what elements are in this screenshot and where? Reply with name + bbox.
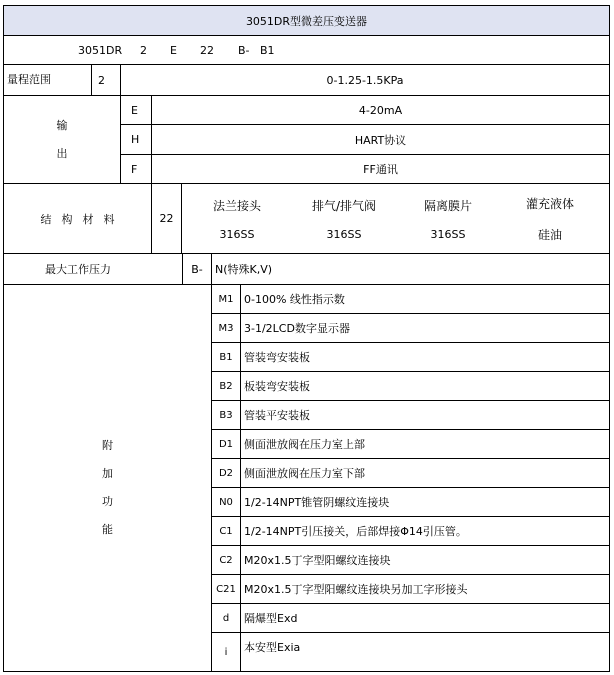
material-code: 22 (151, 183, 182, 254)
material-value: 硅油 (537, 227, 562, 242)
output-code: E (120, 95, 152, 125)
material-header: 隔离膜片 (423, 198, 472, 213)
option-value: 0-100% 线性指示数 (240, 284, 610, 314)
material-value: 316SS (430, 227, 466, 241)
option-value: 1/2-14NPT锥管阴螺纹连接块 (240, 487, 610, 517)
option-value: 管装平安装板 (240, 400, 610, 430)
max-pressure-label: 最大工作压力 (3, 253, 183, 285)
material-column (500, 184, 600, 253)
output-value: HART协议 (151, 124, 610, 155)
model-code-part: 2 (140, 43, 147, 57)
option-value: 隔爆型Exd (240, 603, 610, 633)
option-code: N0 (211, 487, 241, 517)
range-label: 量程范围 (3, 64, 92, 96)
option-code: M3 (211, 313, 241, 343)
option-value: 本安型Exia (240, 632, 610, 672)
options-label-char: 加 (102, 467, 113, 480)
material-column (182, 184, 292, 253)
output-value: FF通讯 (151, 154, 610, 184)
material-column (292, 184, 396, 253)
option-value: 侧面泄放阀在压力室上部 (240, 429, 610, 459)
option-code: i (211, 632, 241, 672)
range-value: 0-1.25-1.5KPa (120, 64, 610, 96)
option-code: D1 (211, 429, 241, 459)
option-value: 侧面泄放阀在压力室下部 (240, 458, 610, 488)
option-value: 板装弯安装板 (240, 371, 610, 401)
material-header: 排气/排气阀 (311, 198, 377, 213)
option-code: B3 (211, 400, 241, 430)
option-value: 3-1/2LCD数字显示器 (240, 313, 610, 343)
option-value: 1/2-14NPT引压接关，后部焊接Φ14引压管。 (240, 516, 610, 546)
options-label-char: 能 (102, 523, 113, 536)
option-code: C1 (211, 516, 241, 546)
option-code: D2 (211, 458, 241, 488)
option-code: B2 (211, 371, 241, 401)
model-code-part: E (170, 43, 177, 57)
model-code-part: 3051DR (78, 43, 123, 57)
material-header: 灌充液体 (525, 196, 574, 211)
material-value: 316SS (326, 227, 362, 241)
material-label: 结构材料 (3, 183, 152, 254)
material-columns (181, 183, 610, 254)
material-header: 法兰接头 (212, 198, 261, 213)
table-title: 3051DR型微差压变送器 (3, 5, 610, 36)
option-value: M20x1.5丁字型阳螺纹连接块 (240, 545, 610, 575)
option-code: C2 (211, 545, 241, 575)
range-code: 2 (91, 64, 121, 96)
option-value: 管装弯安装板 (240, 342, 610, 372)
max-pressure-code: B- (182, 253, 212, 285)
max-pressure-value: N(特殊K,V) (211, 253, 610, 285)
model-code-part: 22 (200, 43, 214, 57)
material-value: 316SS (219, 227, 255, 241)
output-code: F (120, 154, 152, 184)
option-code: d (211, 603, 241, 633)
model-code-part: B- (238, 43, 250, 57)
option-code: C21 (211, 574, 241, 604)
options-label-char: 附 (102, 439, 113, 452)
option-value: M20x1.5丁字型阳螺纹连接块另加工字形接头 (240, 574, 610, 604)
option-code: B1 (211, 342, 241, 372)
model-code-part: B1 (260, 43, 275, 57)
output-label-char: 出 (56, 146, 68, 160)
output-code: H (120, 124, 152, 155)
output-label (3, 95, 121, 184)
option-code: M1 (211, 284, 241, 314)
options-label-char: 功 (102, 495, 113, 508)
output-label-char: 输 (56, 118, 68, 132)
output-value: 4-20mA (151, 95, 610, 125)
options-label (3, 284, 212, 672)
material-column (396, 184, 500, 253)
model-code-row (3, 35, 610, 65)
